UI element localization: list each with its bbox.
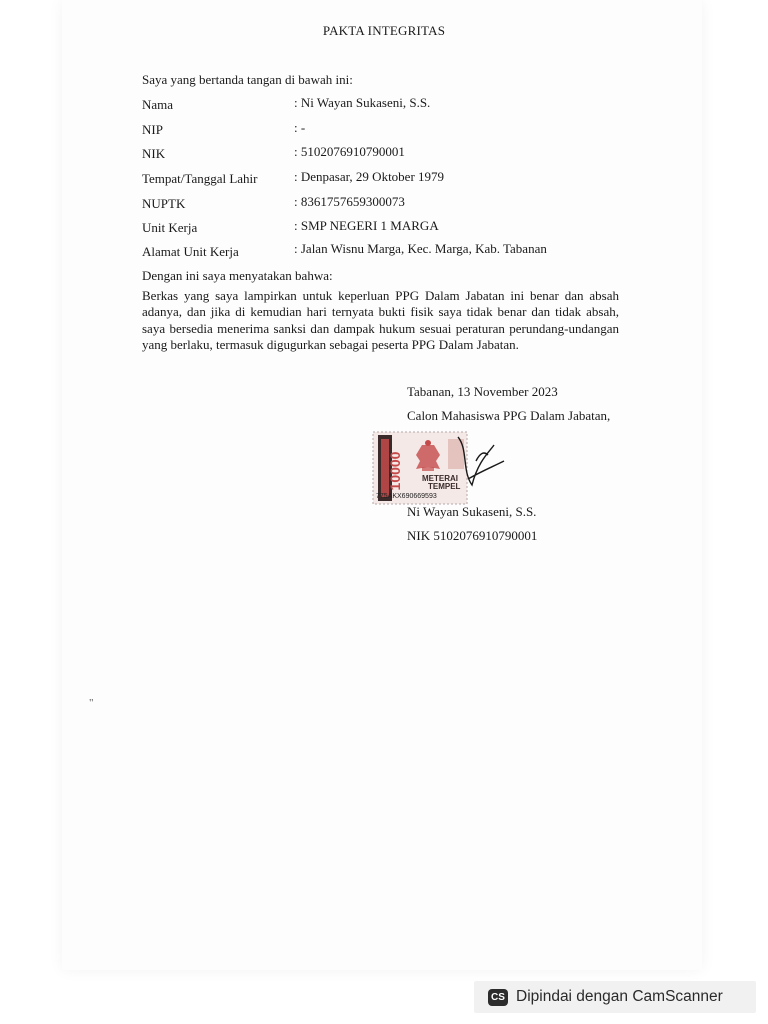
signer-name: Ni Wayan Sukaseni, S.S.: [407, 504, 537, 519]
field-value-nik: : 5102076910790001: [294, 144, 405, 159]
stamp-serial: 775AKX690669593: [376, 493, 437, 500]
field-value-nip: : -: [294, 120, 306, 135]
scan-speck: ": [89, 697, 94, 709]
camscanner-logo-icon: CS: [488, 989, 508, 1006]
field-label-nama: Nama: [142, 97, 174, 112]
field-value-nuptk: : 8361757659300073: [294, 194, 405, 209]
intro-text: Saya yang bertanda tangan di bawah ini:: [142, 72, 353, 87]
field-value-alamat: : Jalan Wisnu Marga, Kec. Marga, Kab. Tabanan: [294, 241, 547, 256]
field-value-unit-kerja: : SMP NEGERI 1 MARGA: [294, 218, 439, 233]
document-title: PAKTA INTEGRITAS: [322, 23, 446, 38]
field-label-nik: NIK: [142, 146, 166, 161]
statement-intro: Dengan ini saya menyatakan bahwa:: [142, 268, 333, 283]
place-date: Tabanan, 13 November 2023: [407, 384, 558, 399]
field-label-alamat: Alamat Unit Kerja: [142, 244, 239, 259]
camscanner-text: Dipindai dengan CamScanner: [516, 988, 723, 1005]
field-label-nuptk: NUPTK: [142, 196, 186, 211]
stamp-label-1: METERAI: [422, 474, 458, 483]
statement-paragraph: Berkas yang saya lampirkan untuk keperluan PPG Dalam Jabatan ini benar dan absah adanya, dan jika di kemudian hari ternyata bukti fisik saya tidak benar dan tidak absah, saya bersedia menerima sanksi dan dampak hukum sesuai peraturan perundang-undangan yang berlaku, termasuk digugurkan sebagai peserta PPG Dalam Jabatan.: [142, 288, 619, 352]
stamp-label-2: TEMPEL: [428, 482, 461, 491]
field-label-unit-kerja: Unit Kerja: [142, 220, 198, 235]
meterai-stamp: [372, 431, 512, 511]
field-label-ttl: Tempat/Tanggal Lahir: [142, 171, 258, 186]
signer-role: Calon Mahasiswa PPG Dalam Jabatan,: [407, 408, 611, 423]
field-value-nama: : Ni Wayan Sukaseni, S.S.: [294, 95, 431, 110]
signer-nik: NIK 5102076910790001: [407, 528, 538, 543]
field-label-nip: NIP: [142, 122, 163, 137]
field-value-ttl: : Denpasar, 29 Oktober 1979: [294, 169, 445, 184]
camscanner-badge: [474, 981, 756, 1013]
stamp-denomination: 10000: [387, 451, 403, 491]
